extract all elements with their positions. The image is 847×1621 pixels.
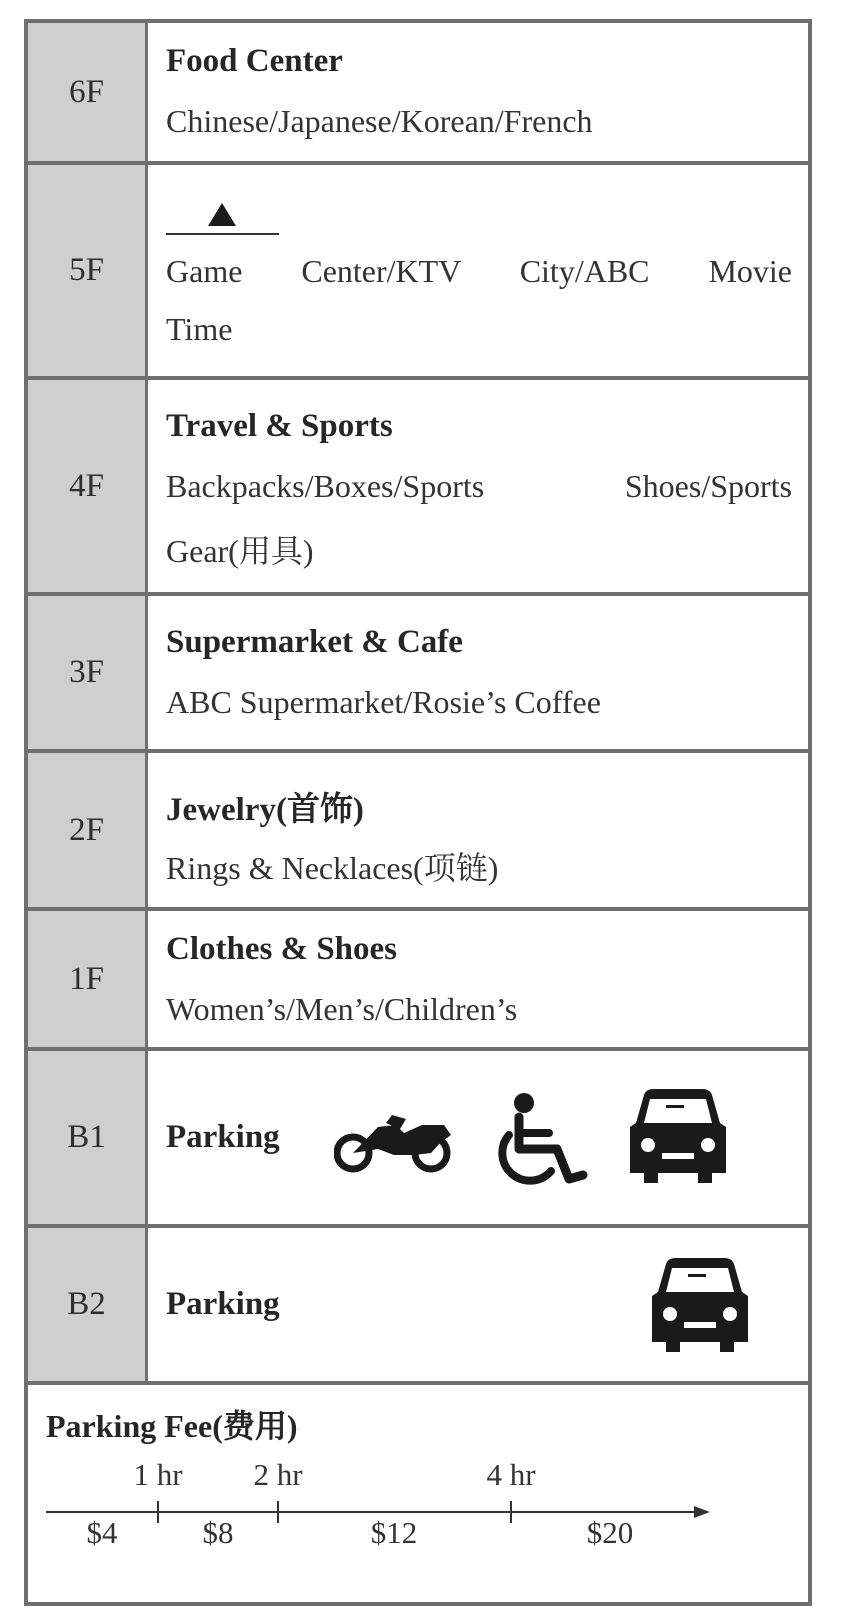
floor-detail: Game Center/KTV City/ABC Movie bbox=[166, 253, 792, 289]
floor-detail: Rings & Necklaces(项链) bbox=[166, 850, 499, 886]
fee-label: $20 bbox=[586, 1515, 634, 1550]
floor-row-2f bbox=[28, 753, 808, 911]
fee-label: $8 bbox=[202, 1515, 234, 1550]
floor-heading: Clothes & Shoes bbox=[166, 931, 398, 967]
floor-heading: Jewelry(首饰) bbox=[166, 792, 364, 828]
floor-heading: Parking bbox=[166, 1286, 280, 1322]
wheelchair-icon bbox=[491, 1091, 591, 1191]
parking-fee-title: Parking Fee(费用) bbox=[46, 1408, 298, 1444]
floor-row-4f bbox=[28, 380, 808, 596]
floor-label: 2F bbox=[28, 753, 148, 907]
floor-directory bbox=[24, 19, 812, 1606]
floor-heading: Parking bbox=[166, 1119, 280, 1155]
floor-label: 5F bbox=[28, 165, 148, 376]
floor-detail: ABC Supermarket/Rosie’s Coffee bbox=[166, 684, 601, 720]
floor-heading: Travel & Sports bbox=[166, 408, 393, 444]
floor-row-1f bbox=[28, 911, 808, 1051]
floor-row-b1 bbox=[28, 1051, 808, 1228]
fee-label: $4 bbox=[86, 1515, 118, 1550]
motorcycle-icon bbox=[334, 1103, 454, 1175]
floor-detail-continued: Gear(用具) bbox=[166, 533, 314, 569]
floor-label: 6F bbox=[28, 23, 148, 161]
car-icon bbox=[648, 1256, 752, 1354]
floor-label: B2 bbox=[28, 1228, 148, 1381]
parking-fee-section bbox=[28, 1385, 808, 1606]
floor-label: B1 bbox=[28, 1051, 148, 1224]
fee-label: $12 bbox=[370, 1515, 418, 1550]
floor-heading: Supermarket & Cafe bbox=[166, 624, 463, 660]
floor-row-6f bbox=[28, 23, 808, 165]
tick-label-4hr: 4 hr bbox=[486, 1457, 536, 1492]
floor-row-3f bbox=[28, 596, 808, 753]
floor-label: 1F bbox=[28, 911, 148, 1047]
floor-detail: Chinese/Japanese/Korean/French bbox=[166, 103, 593, 139]
floor-detail: Backpacks/Boxes/Sports Shoes/Sports bbox=[166, 468, 792, 504]
parking-timeline bbox=[28, 1385, 808, 1606]
floor-label: 3F bbox=[28, 596, 148, 749]
floor-label: 4F bbox=[28, 380, 148, 592]
car-icon bbox=[626, 1087, 730, 1185]
floor-heading: Food Center bbox=[166, 43, 343, 79]
floor-row-5f bbox=[28, 165, 808, 380]
floor-row-b2 bbox=[28, 1228, 808, 1385]
tick-label-2hr: 2 hr bbox=[253, 1457, 303, 1492]
tick-label-1hr: 1 hr bbox=[133, 1457, 183, 1492]
floor-detail: Women’s/Men’s/Children’s bbox=[166, 991, 518, 1027]
floor-detail-continued: Time bbox=[166, 311, 233, 347]
triangle-up-icon bbox=[166, 199, 279, 239]
